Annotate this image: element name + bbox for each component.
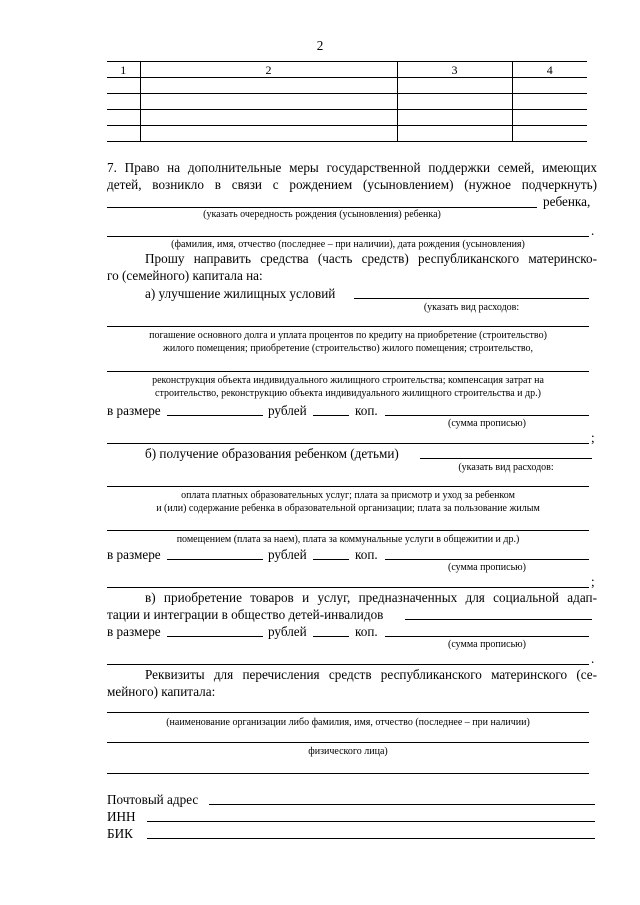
requisites-line1: Реквизиты для перечисления средств республиканского материнского (се- [145,667,597,682]
option-b-kop-field[interactable] [313,559,349,560]
table-row[interactable] [107,110,587,126]
option-a-line-2[interactable] [107,371,589,372]
option-a-sum-field[interactable] [385,415,589,416]
caption-b-type: (указать вид расходов: [458,462,554,473]
table-header-cell: 2 [140,62,397,78]
option-a-sum-field-2[interactable] [107,443,589,444]
option-c-rub: рублей [268,624,307,639]
option-c-kop: коп. [355,624,378,639]
caption-a-4: строительство, реконструкцию объекта индивидуального жилищного строительства и др.) [155,388,541,399]
bik-label: БИК [107,826,133,841]
option-a-rub: рублей [268,403,307,418]
child-suffix: ребенка, [543,194,591,209]
table-row[interactable] [107,94,587,110]
option-c-rub-field[interactable] [167,636,263,637]
table-header-row [107,62,587,78]
option-a-amount-prefix: в размере [107,403,161,418]
option-b-sum-field[interactable] [385,559,589,560]
caption-birth-order: (указать очередность рождения (усыновления) ребенка) [203,209,441,220]
option-b-amount-prefix: в размере [107,547,161,562]
caption-b-sum: (сумма прописью) [448,562,526,573]
caption-b-2: и (или) содержание ребенка в образовательной организации; плата за пользование жилым [156,503,540,514]
requisites-line2: мейного) капитала: [107,684,216,699]
table-row[interactable] [107,126,587,142]
request-line1: Прошу направить средства (часть средств) республиканского материнско- [145,251,597,266]
option-a-rub-field[interactable] [167,415,263,416]
inn-field[interactable] [147,821,595,822]
request-line2: го (семейного) капитала на: [107,268,263,283]
option-c-sum-field-2[interactable] [107,664,589,665]
caption-a-sum: (сумма прописью) [448,418,526,429]
option-a-label: а) улучшение жилищных условий [145,286,336,301]
requisites-org-field-2[interactable] [107,742,589,743]
data-table [107,61,587,142]
postal-field[interactable] [209,804,595,805]
option-c-end: . [591,651,595,666]
bik-field[interactable] [147,838,595,839]
option-c-line1: в) приобретение товаров и услуг, предназначенных для социальной адап- [145,590,597,605]
inn-label: ИНН [107,809,136,824]
caption-child-name: (фамилия, имя, отчество (последнее – при наличии), дата рождения (усыновления) [171,239,525,250]
option-b-rub: рублей [268,547,307,562]
option-a-kop: коп. [355,403,378,418]
option-a-kop-field[interactable] [313,415,349,416]
option-a-type-field[interactable] [354,298,589,299]
option-a-end: ; [591,430,595,445]
table-header-cell: 3 [397,62,512,78]
table-row[interactable] [107,78,587,94]
option-b-sum-field-2[interactable] [107,587,589,588]
item7-line2: детей, возникло в связи с рождением (усыновлением) (нужное подчеркнуть) [107,177,597,192]
dot: . [591,223,595,238]
option-b-line-1[interactable] [107,486,589,487]
table-header-cell: 1 [107,62,140,78]
option-b-line-2[interactable] [107,530,589,531]
option-c-kop-field[interactable] [313,636,349,637]
caption-person: физического лица) [308,746,388,757]
requisites-extra-field[interactable] [107,773,589,774]
page-number: 2 [316,38,324,53]
option-c-sum-field[interactable] [385,636,589,637]
caption-a-3: реконструкция объекта индивидуального жилищного строительства; компенсация затрат на [152,375,544,386]
item7-line1: 7. Право на дополнительные меры государственной поддержки семей, имеющих [107,160,597,175]
option-c-amount-prefix: в размере [107,624,161,639]
postal-label: Почтовый адрес [107,792,199,807]
option-b-end: ; [591,574,595,589]
child-name-field[interactable] [107,236,589,237]
caption-a-1: погашение основного долга и уплата процентов по кредиту на приобретение (строительство) [149,330,547,341]
birth-order-field[interactable] [107,207,537,208]
option-b-kop: коп. [355,547,378,562]
option-b-label: б) получение образования ребенком (детьми) [145,446,399,461]
requisites-org-field[interactable] [107,712,589,713]
caption-a-type: (указать вид расходов: [423,302,520,313]
option-b-rub-field[interactable] [167,559,263,560]
caption-org: (наименование организации либо фамилия, имя, отчество (последнее – при наличии) [166,717,530,728]
option-a-line-1[interactable] [107,326,589,327]
caption-b-1: оплата платных образовательных услуг; плата за присмотр и уход за ребенком [181,490,515,501]
caption-c-sum: (сумма прописью) [448,639,526,650]
caption-a-2: жилого помещения; приобретение (строительство) жилого помещения; строительство, [162,343,534,354]
option-c-field[interactable] [405,619,592,620]
table-header-cell: 4 [512,62,587,78]
option-c-line2: тации и интеграции в общество детей-инвалидов [107,607,384,622]
caption-b-3: помещением (плата за наем), плата за коммунальные услуги в общежитии и др.) [176,534,520,545]
option-b-type-field[interactable] [420,458,592,459]
